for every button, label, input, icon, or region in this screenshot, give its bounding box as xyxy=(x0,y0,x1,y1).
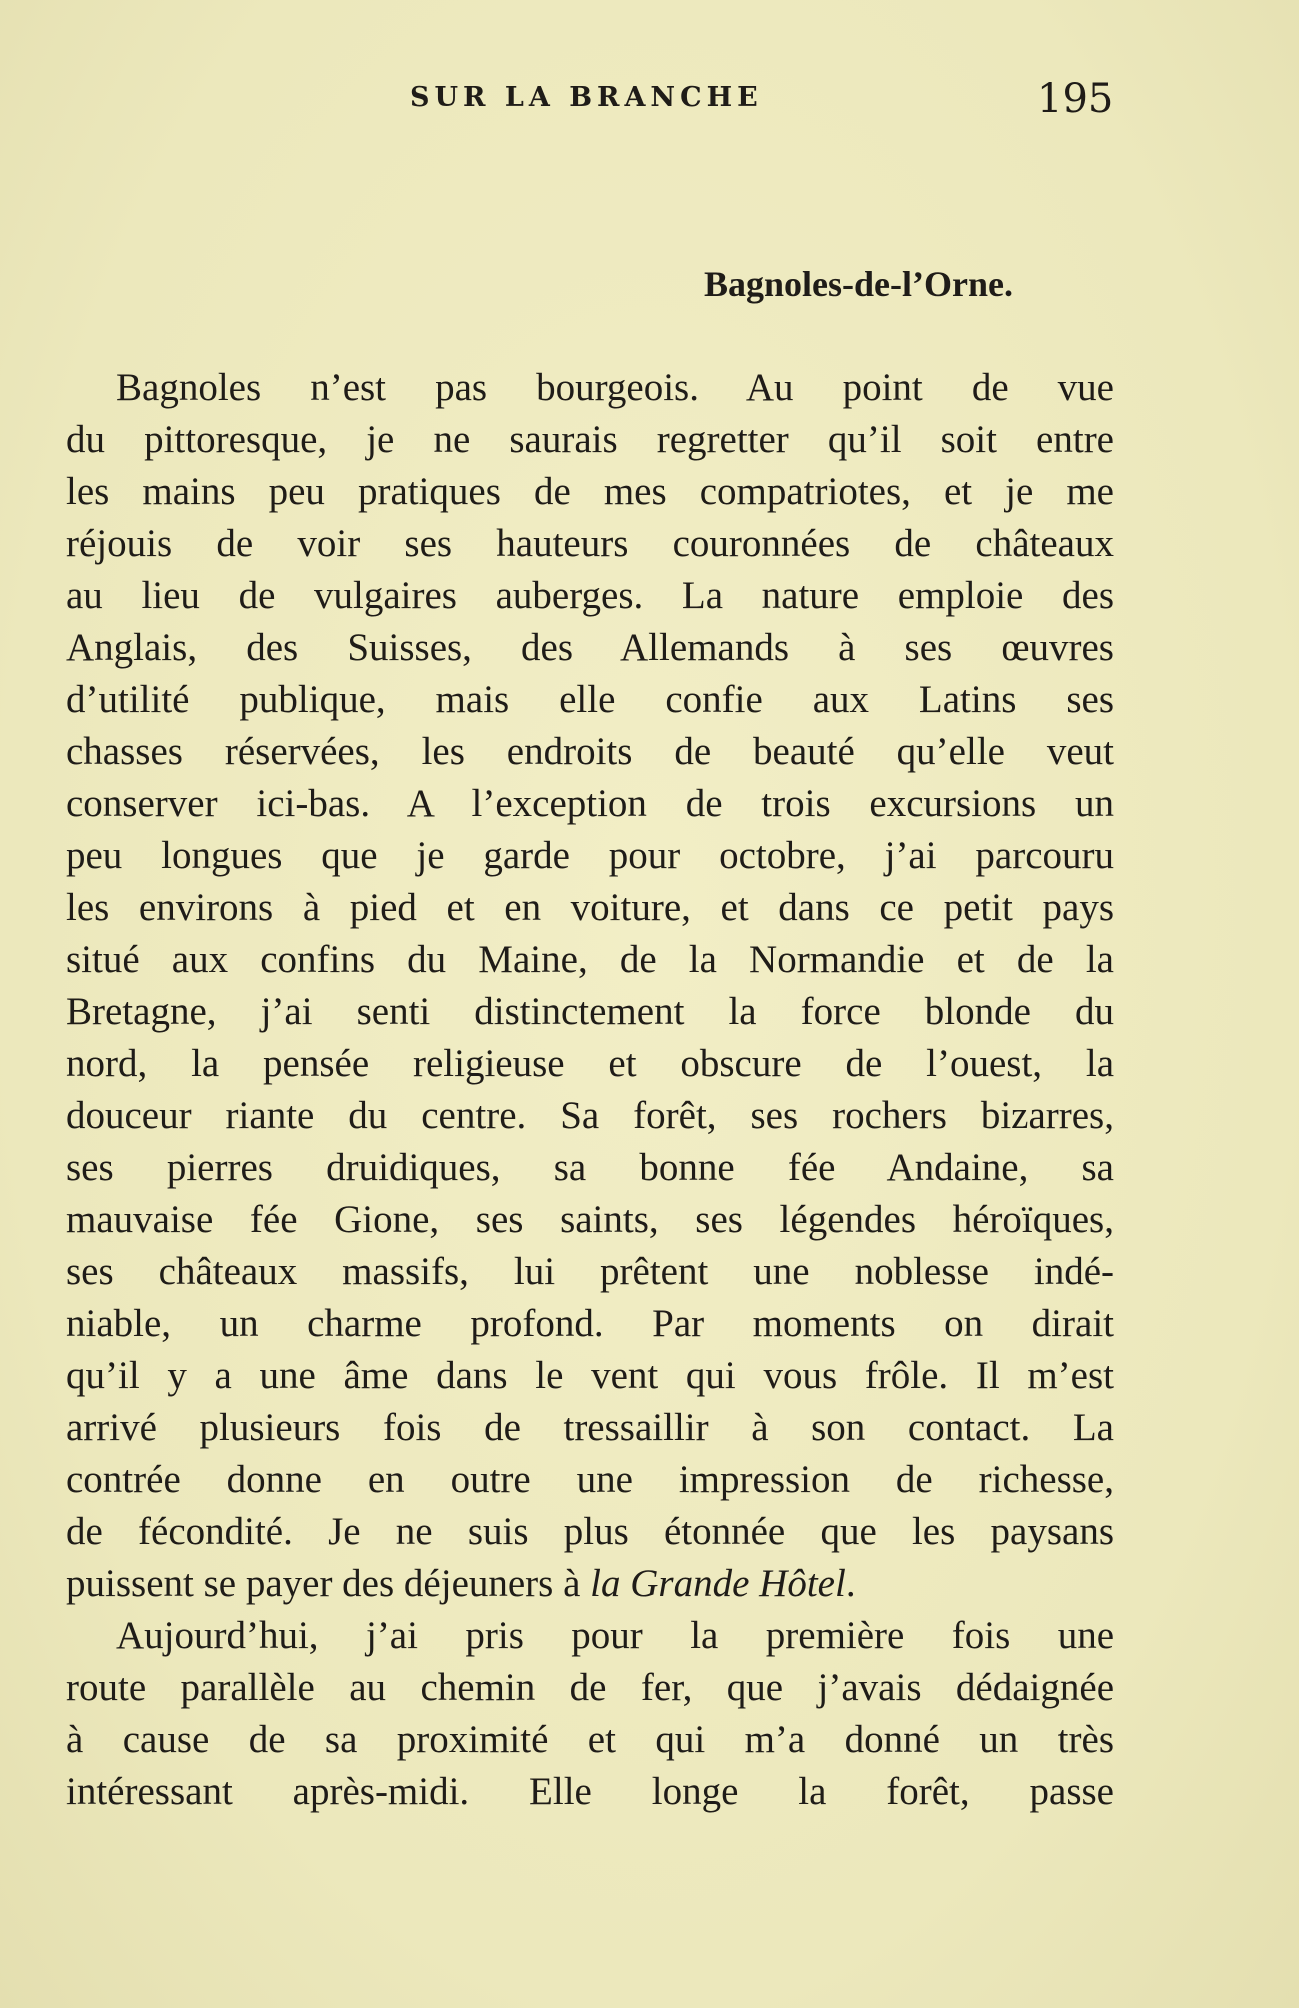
text-line: conserver ici-bas. A l’exception de trois excursions un xyxy=(66,782,1114,825)
text-line: les mains peu pratiques de mes compatriotes, et je me xyxy=(66,470,1114,513)
text-line: intéressant après-midi. Elle longe la forêt, passe xyxy=(66,1770,1114,1813)
italic-hotel-name: la Grande Hôtel xyxy=(590,1562,846,1605)
page-number: 195 xyxy=(1037,76,1114,122)
text-line: réjouis de voir ses hauteurs couronnées de châteaux xyxy=(66,522,1114,565)
text-line: niable, un charme profond. Par moments on dirait xyxy=(66,1302,1114,1345)
text-line: du pittoresque, je ne saurais regretter qu’il soit entre xyxy=(66,418,1114,461)
text-line: à cause de sa proximité et qui m’a donné un très xyxy=(66,1718,1114,1761)
text-line: les environs à pied et en voiture, et dans ce petit pays xyxy=(66,886,1114,929)
text-line: chasses réservées, les endroits de beauté qu’elle veut xyxy=(66,730,1114,773)
running-head: SUR LA BRANCHE xyxy=(410,82,763,113)
text-line: Bagnoles n’est pas bourgeois. Au point de vue xyxy=(116,366,1114,409)
page-header xyxy=(0,76,1299,122)
text-line: de fécondité. Je ne suis plus étonnée que les paysans xyxy=(66,1510,1114,1553)
place-heading: Bagnoles-de-l’Orne. xyxy=(704,264,1013,304)
text-line: mauvaise fée Gione, ses saints, ses légendes héroïques, xyxy=(66,1198,1114,1241)
text-line: Aujourd’hui, j’ai pris pour la première fois une xyxy=(116,1614,1114,1657)
text-line: qu’il y a une âme dans le vent qui vous frôle. Il m’est xyxy=(66,1354,1114,1397)
text-line: situé aux confins du Maine, de la Normandie et de la xyxy=(66,938,1114,981)
text-line xyxy=(66,1558,1114,1610)
text-line: contrée donne en outre une impression de richesse, xyxy=(66,1458,1114,1501)
text-line: arrivé plusieurs fois de tressaillir à son contact. La xyxy=(66,1406,1114,1449)
text-line: d’utilité publique, mais elle confie aux Latins ses xyxy=(66,678,1114,721)
text-line: peu longues que je garde pour octobre, j’ai parcouru xyxy=(66,834,1114,877)
text-line: douceur riante du centre. Sa forêt, ses rochers bizarres, xyxy=(66,1094,1114,1137)
line-prefix: puissent se payer des déjeuners à xyxy=(66,1562,591,1605)
text-line: ses châteaux massifs, lui prêtent une noblesse indé- xyxy=(66,1250,1114,1293)
text-line: ses pierres druidiques, sa bonne fée Andaine, sa xyxy=(66,1146,1114,1189)
text-line: Bretagne, j’ai senti distinctement la force blonde du xyxy=(66,990,1114,1033)
text-line: nord, la pensée religieuse et obscure de l’ouest, la xyxy=(66,1042,1114,1085)
body-text xyxy=(66,362,1114,1818)
text-line: route parallèle au chemin de fer, que j’avais dédaignée xyxy=(66,1666,1114,1709)
line-suffix: . xyxy=(845,1562,856,1605)
text-line: au lieu de vulgaires auberges. La nature emploie des xyxy=(66,574,1114,617)
text-line: Anglais, des Suisses, des Allemands à ses œuvres xyxy=(66,626,1114,669)
